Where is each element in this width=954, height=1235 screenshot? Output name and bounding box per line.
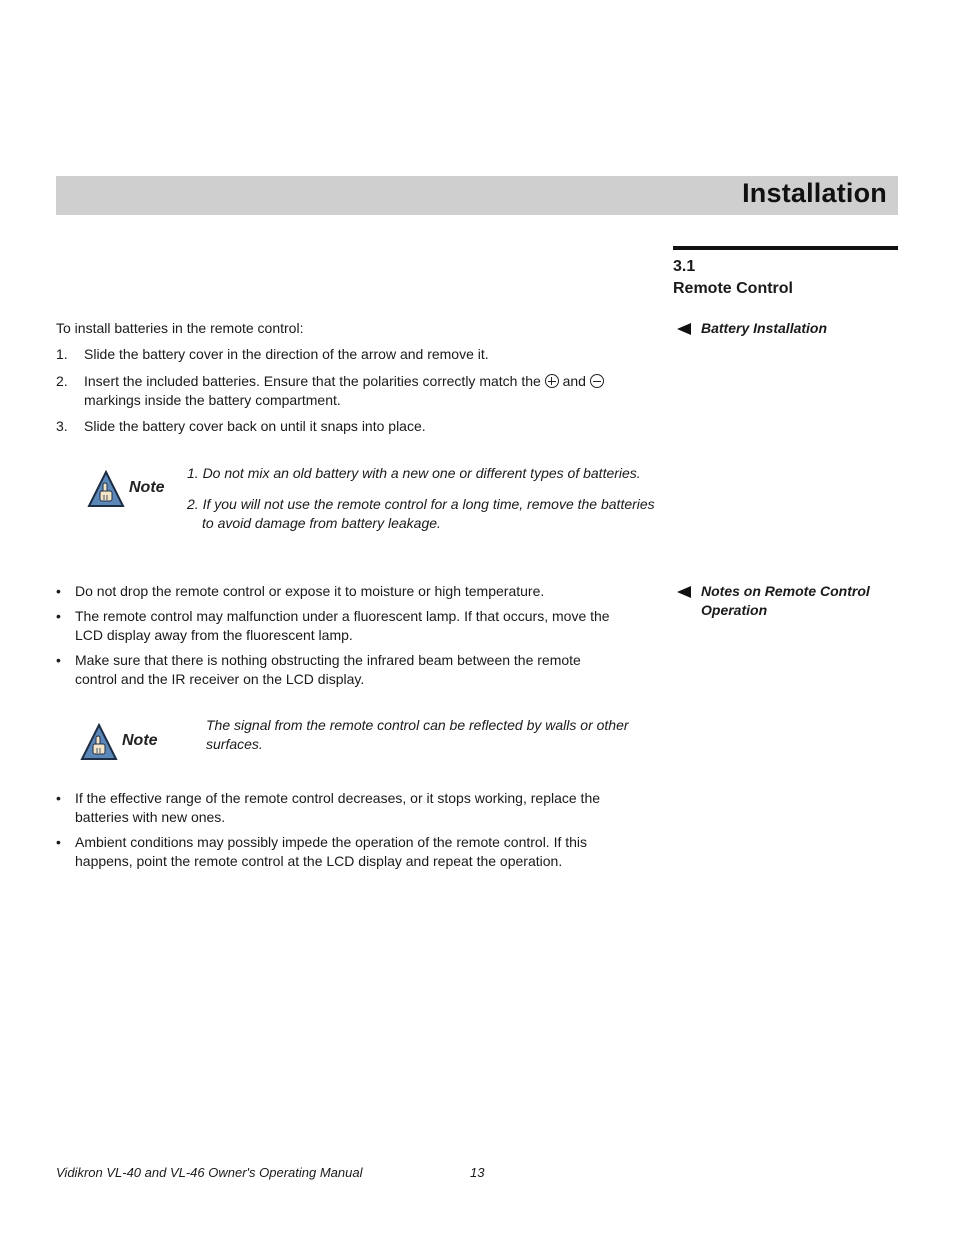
- footer-manual-title: Vidikron VL-40 and VL-46 Owner's Operating Manual: [56, 1165, 363, 1180]
- note-icon-wrapper: [80, 723, 118, 766]
- section-rule: [673, 246, 898, 250]
- note-text-line-2: surfaces.: [206, 736, 263, 752]
- step-number: 2.: [56, 373, 68, 389]
- note-label: Note: [122, 732, 158, 749]
- battery-intro: To install batteries in the remote control:: [56, 320, 304, 336]
- note-icon-wrapper: [87, 470, 125, 513]
- chapter-header-bar: [56, 176, 898, 215]
- bullet-text-cont: batteries with new ones.: [75, 809, 226, 825]
- footer-page-number: 13: [470, 1165, 485, 1180]
- bullet-symbol: •: [56, 652, 61, 668]
- side-heading-battery: Battery Installation: [701, 319, 827, 338]
- step-text: Slide the battery cover back on until it snaps into place.: [84, 418, 426, 434]
- bullet-text-cont: LCD display away from the fluorescent lamp.: [75, 627, 353, 643]
- battery-step-1: [56, 345, 656, 364]
- pointing-hand-warning-icon: [80, 723, 118, 761]
- bullet-symbol: •: [56, 834, 61, 850]
- operation-bullet-1: [56, 582, 666, 601]
- step-text: Insert the included batteries. Ensure that the polarities correctly match the: [84, 373, 541, 389]
- operation-bullet-4: [56, 789, 666, 827]
- arrow-left-icon: [677, 586, 691, 598]
- note-item-2-cont: to avoid damage from battery leakage.: [202, 515, 441, 531]
- step-text-cont: markings inside the battery compartment.: [84, 392, 341, 408]
- bullet-text: If the effective range of the remote control decreases, or it stops working, replace the: [75, 790, 601, 806]
- operation-bullet-3: [56, 651, 666, 689]
- note-label: Note: [129, 479, 165, 496]
- battery-step-2: [56, 372, 656, 410]
- pointing-hand-warning-icon: [87, 470, 125, 508]
- operation-bullet-5: [56, 833, 666, 871]
- note-item-1: 1. Do not mix an old battery with a new one or different types of batteries.: [187, 465, 641, 481]
- bullet-symbol: •: [56, 608, 61, 624]
- chapter-title: Installation: [742, 178, 887, 208]
- section-title: Remote Control: [673, 280, 793, 297]
- step-number: 3.: [56, 418, 68, 434]
- bullet-text: The remote control may malfunction under a fluorescent lamp. If that occurs, move the: [75, 608, 610, 624]
- note-item-2: 2. If you will not use the remote control for a long time, remove the batteries: [187, 496, 655, 512]
- arrow-left-icon: [677, 323, 691, 335]
- bullet-symbol: •: [56, 583, 61, 599]
- side-heading-operation: Notes on Remote Control Operation: [701, 582, 870, 620]
- step-text: Slide the battery cover in the direction of the arrow and remove it.: [84, 346, 489, 362]
- bullet-text-cont: happens, point the remote control at the LCD display and repeat the operation.: [75, 853, 563, 869]
- step-text-and: and: [562, 373, 586, 389]
- battery-step-3: [56, 417, 656, 436]
- bullet-text: Do not drop the remote control or expose it to moisture or high temperature.: [75, 583, 545, 599]
- bullet-text: Ambient conditions may possibly impede the operation of the remote control. If this: [75, 834, 588, 850]
- section-number: 3.1: [673, 258, 696, 275]
- bullet-text: Make sure that there is nothing obstructing the infrared beam between the remote: [75, 652, 581, 668]
- note-text-line-1: The signal from the remote control can be reflected by walls or other: [206, 717, 629, 733]
- bullet-symbol: •: [56, 790, 61, 806]
- step-number: 1.: [56, 346, 68, 362]
- operation-bullet-2: [56, 607, 666, 645]
- plus-polarity-icon: [545, 374, 559, 388]
- bullet-text-cont: control and the IR receiver on the LCD display.: [75, 671, 365, 687]
- minus-polarity-icon: [590, 374, 604, 388]
